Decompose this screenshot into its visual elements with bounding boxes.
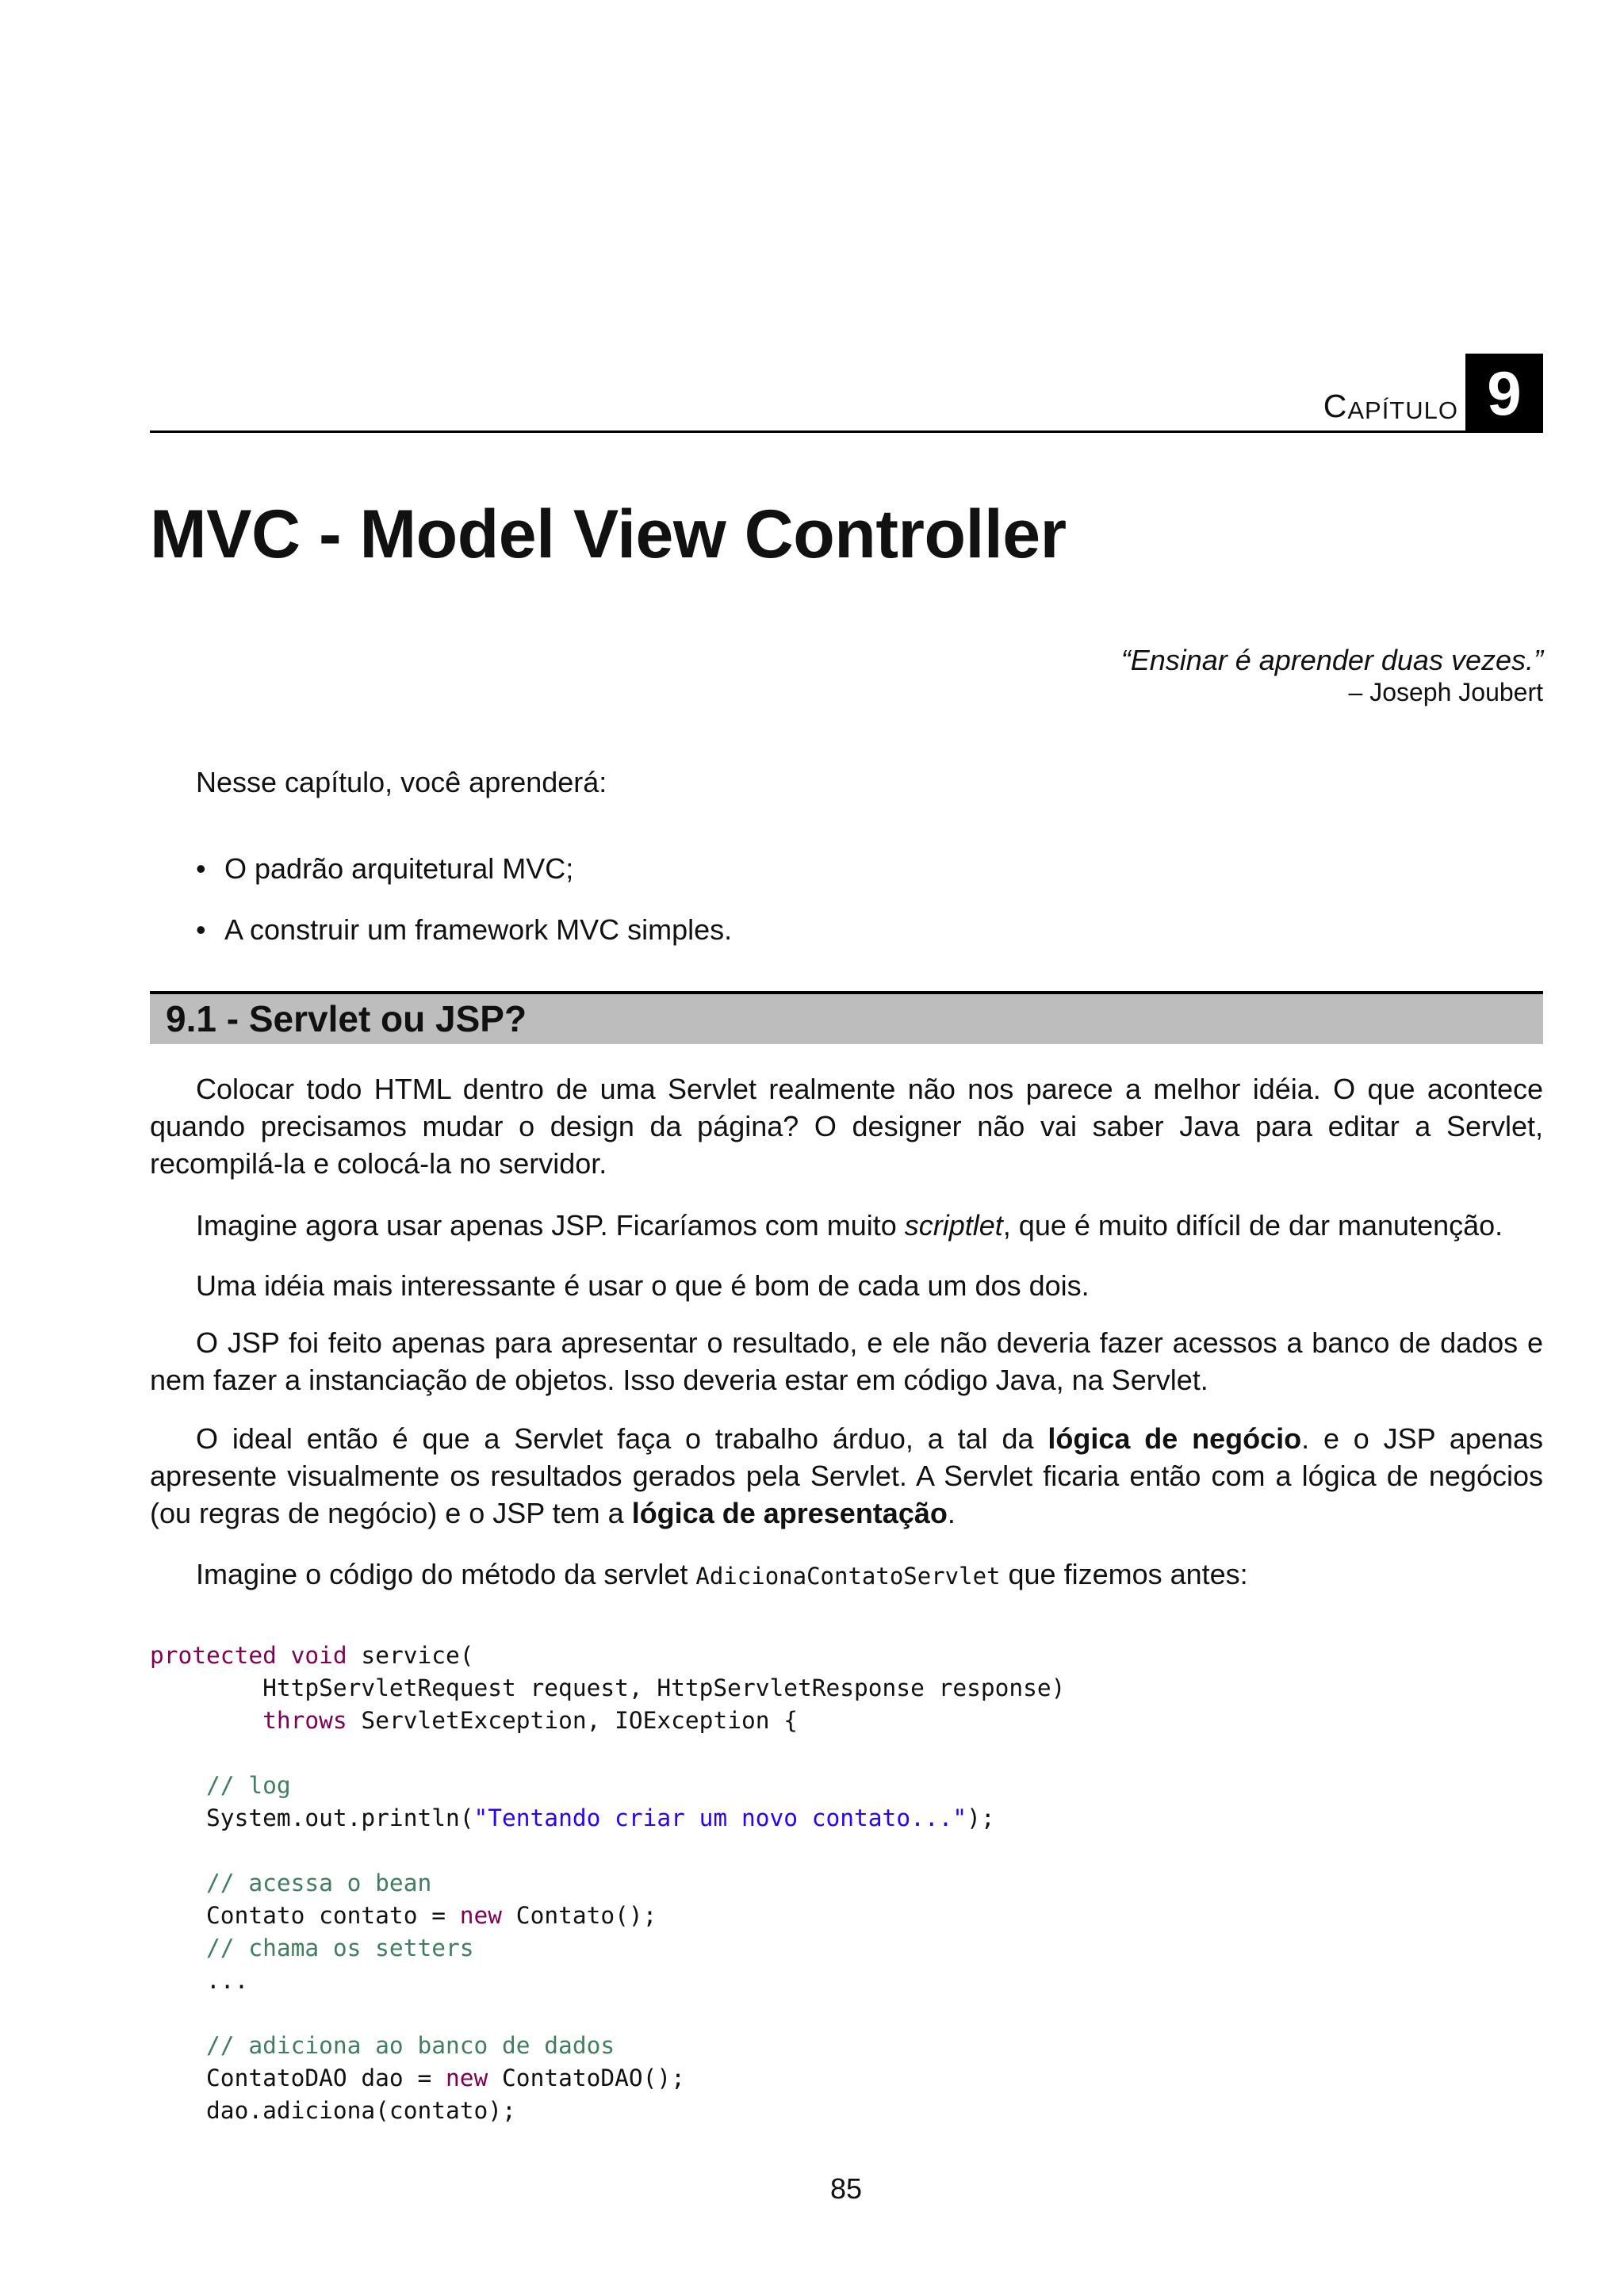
- code-comment: // acessa o bean: [206, 1869, 432, 1896]
- code-comment: // adiciona ao banco de dados: [206, 2032, 615, 2059]
- chapter-label-initial: C: [1323, 388, 1348, 424]
- paragraph-6-text: Imagine o código do método da servlet: [196, 1558, 696, 1590]
- code-line: dao.adiciona(contato);: [206, 2097, 516, 2124]
- chapter-number-badge: 9: [1465, 354, 1543, 433]
- code-line: ContatoDAO dao =: [206, 2064, 446, 2091]
- chapter-label: [1323, 377, 1458, 425]
- paragraph-5-text: O ideal então é que a Servlet faça o trabalho árduo, a tal da: [196, 1422, 1048, 1455]
- code-line: ServletException, IOException {: [347, 1707, 799, 1734]
- code-line: service(: [347, 1642, 474, 1669]
- page-number: 85: [829, 2172, 863, 2205]
- list-item-text: O padrão arquitetural MVC;: [224, 852, 574, 885]
- paragraph-3: Uma idéia mais interessante é usar o que é bom de cada um dos dois.: [196, 1269, 1090, 1302]
- paragraph-2-text: Imagine agora usar apenas JSP. Ficaríamos com muito: [196, 1209, 905, 1242]
- code-line: HttpServletRequest request, HttpServletResponse response): [150, 1674, 1066, 1701]
- code-comment: // chama os setters: [206, 1934, 474, 1961]
- paragraph-6: [150, 1556, 1543, 1595]
- paragraph-4: O JSP foi feito apenas para apresentar o resultado, e ele não deveria fazer acessos a banco de dados e nem fazer a instanciação de objetos. Isso deveria estar em código Java, na Servlet.: [150, 1326, 1543, 1396]
- intro-text: Nesse capítulo, você aprenderá:: [196, 766, 607, 798]
- chapter-title: MVC - Model View Controller: [150, 496, 1067, 572]
- code-line: Contato();: [502, 1902, 657, 1929]
- code-keyword: protected: [150, 1642, 277, 1669]
- list-item-text: A construir um framework MVC simples.: [224, 913, 733, 946]
- chapter-label-rest: APÍTULO: [1347, 396, 1458, 424]
- epigraph-author: – Joseph Joubert: [1348, 678, 1543, 706]
- paragraph-5-text-mid: . e o JSP apenas apresente visualmente os resultados gerados pela Servlet. A Servlet ficaria então com a lógica de negócios (ou regras de negócio) e o JSP tem a: [150, 1422, 1543, 1529]
- bold-logica-apresentacao: lógica de apresentação: [631, 1497, 948, 1529]
- code-listing: [150, 1640, 1065, 2127]
- code-keyword: throws: [262, 1707, 347, 1734]
- section-header-bar: [150, 991, 1543, 1044]
- paragraph-1: Colocar todo HTML dentro de uma Servlet realmente não nos parece a melhor idéia. O que acontece quando precisamos mudar o design da página? O designer não vai saber Java para editar a Servlet, recompilá-la e colocá-la no servidor.: [150, 1073, 1543, 1180]
- code-keyword: void: [290, 1642, 347, 1669]
- paragraph-2-text-end: , que é muito difícil de dar manutenção.: [1002, 1209, 1503, 1242]
- bullet-icon: •: [196, 852, 206, 885]
- code-line: );: [967, 1804, 995, 1831]
- bold-logica-negocio: lógica de negócio: [1048, 1422, 1302, 1455]
- code-keyword: new: [445, 2064, 488, 2091]
- paragraph-2: [150, 1207, 1543, 1244]
- list-item: [196, 850, 732, 911]
- paragraph-6-text-end: que fizemos antes:: [1000, 1558, 1248, 1590]
- emphasis-scriptlet: scriptlet: [904, 1209, 1003, 1242]
- code-line: ContatoDAO();: [488, 2064, 685, 2091]
- code-line: System.out.println(: [206, 1804, 474, 1831]
- paragraph-5-text-end: .: [947, 1497, 956, 1529]
- learning-goals-list: [196, 850, 732, 972]
- section-title: 9.1 - Servlet ou JSP?: [166, 998, 527, 1039]
- chapter-header-rule: [150, 430, 1543, 433]
- paragraph-5: [150, 1420, 1543, 1532]
- list-item: [196, 911, 732, 972]
- code-line: ...: [206, 1967, 249, 1994]
- epigraph-quote: “Ensinar é aprender duas vezes.”: [1120, 644, 1543, 676]
- code-keyword: new: [459, 1902, 503, 1929]
- inline-code-class-name: AdicionaContatoServlet: [695, 1563, 1001, 1590]
- code-string: "Tentando criar um novo contato...": [473, 1804, 967, 1831]
- code-comment: // log: [206, 1772, 291, 1799]
- code-line: Contato contato =: [206, 1902, 460, 1929]
- bullet-icon: •: [196, 913, 206, 946]
